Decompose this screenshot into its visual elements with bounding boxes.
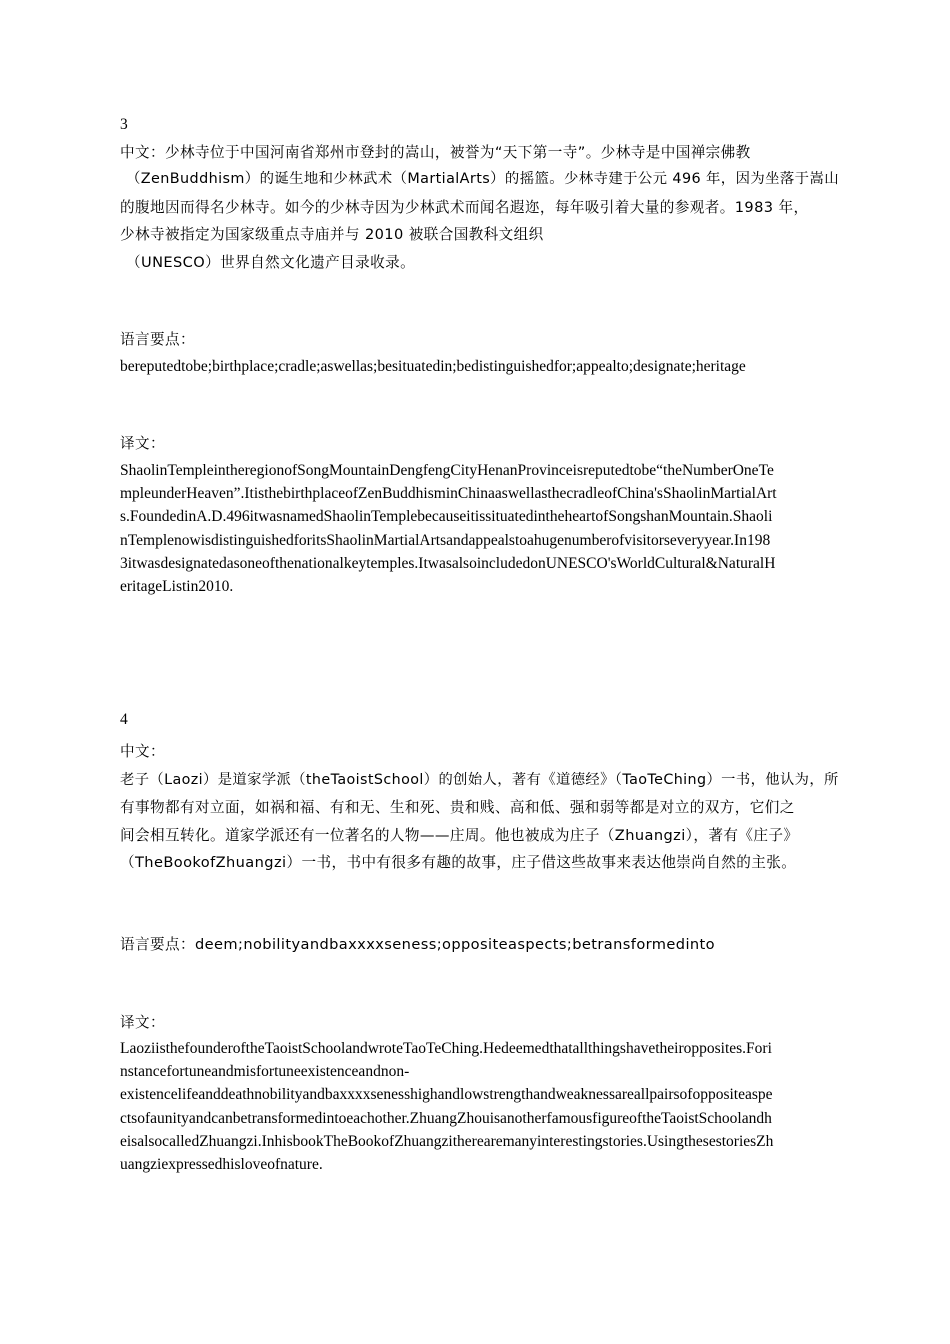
translation-label: 译文： [120,435,165,452]
paragraph-line: 间会相互转化。道家学派还有一位著名的人物——庄周。他也被成为庄子（Zhuangzi），著有《庄子》 [120,826,799,844]
paragraph-line: 有事物都有对立面，如祸和福、有和无、生和死、贵和贱、高和低、强和弱等都是对立的双方，它们之 [120,799,795,817]
section-3-translation-label [120,432,842,455]
paragraph-line: 中文：少林寺位于中国河南省郑州市登封的嵩山，被誉为“天下第一寺”。少林寺是中国禅宗佛教 [120,144,751,161]
language-points-line: 语言要点：deem;nobilityandbaxxxxseness;oppositeaspects;betransformedinto [120,936,716,953]
paragraph-line: LaoziisthefounderoftheTaoistSchoolandwroteTaoTeChing.Hedeemedthatallthingshavetheiropposites.Fori [120,1040,772,1057]
paragraph-line: mpleunderHeaven”.ItisthebirthplaceofZenBuddhisminChinaaswellasthecradleofChina'sShaolinMartialArt [120,485,777,503]
paragraph-line: eritageListin2010. [120,578,234,596]
section-4-chinese-paragraph [120,767,842,877]
paragraph-line: 老子（Laozi）是道家学派（theTaoistSchool）的创始人，著有《道德经》（TaoTeChing）一书，他认为，所 [120,772,839,788]
paragraph-line: 3itwasdesignatedasoneofthenationalkeytemples.ItwasalsoincludedonUNESCO'sWorldCultural&NaturalH [120,554,776,572]
section-3-number [120,113,842,136]
paragraph-line: （ZenBuddhism）的诞生地和少林武术（MartialArts）的摇篮。少林寺建于公元 496 年，因为坐落于嵩山 [126,171,839,188]
paragraph-line: existencelifeanddeathnobilityandbaxxxxsenesshighandlowstrengthandweaknessareallpairsofoppositeaspe [120,1086,773,1104]
section-4-chinese-label [120,740,842,763]
paragraph-line: （UNESCO）世界自然文化遗产目录收录。 [126,253,416,271]
section-4-translation-label [120,1011,842,1034]
section-number: 3 [120,116,128,133]
paragraph-line: ShaolinTempleintheregionofSongMountainDengfengCityHenanProvinceisreputedtobe“theNumberOneTe [120,462,774,479]
paragraph-line: eisalsocalledZhuangzi.InhisbookTheBookofZhuangzitherearemanyinterestingstories.UsingthesestoriesZh [120,1132,774,1150]
paragraph-line: （TheBookofZhuangzi）一书，书中有很多有趣的故事，庄子借这些故事来表达他崇尚自然的主张。 [120,854,797,872]
paragraph-line: 少林寺被指定为国家级重点寺庙并与 2010 被联合国教科文组织 [120,226,544,244]
section-3-points-text [120,355,842,378]
paragraph-line: ctsofaunityandcanbetransformedintoeachother.ZhuangZhouisanotherfamousfigureoftheTaoistSchoolandh [120,1109,772,1127]
language-points-text: bereputedtobe;birthplace;cradle;aswellas;besituatedin;bedistinguishedfor;appealto;designate;heritage [120,358,746,375]
section-3-translation-paragraph [120,459,842,598]
section-4-number [120,708,842,731]
paragraph-line: nstancefortuneandmisfortuneexistenceandnon- [120,1063,410,1081]
translation-label: 译文： [120,1014,165,1031]
language-points-label: 语言要点： [120,331,195,348]
chinese-label: 中文： [120,743,165,760]
paragraph-line: nTemplenowisdistinguishedforitsShaolinMartialArtsandappealstoahugenumberofvisitorseveryyear.In198 [120,531,771,549]
section-number: 4 [120,711,128,728]
section-3-chinese-paragraph [120,139,842,276]
section-4-points [120,933,842,956]
paragraph-line: s.FoundedinA.D.496itwasnamedShaolinTemplebecauseitissituatedintheheartofSongshanMountain.Shaoli [120,508,773,526]
paragraph-line: 的腹地因而得名少林寺。如今的少林寺因为少林武术而闻名遐迩，每年吸引着大量的参观者。1983 年， [120,198,809,216]
paragraph-line: uangziexpressedhisloveofnature. [120,1156,323,1174]
section-3-points-label [120,328,842,351]
section-4-translation-paragraph [120,1037,842,1176]
